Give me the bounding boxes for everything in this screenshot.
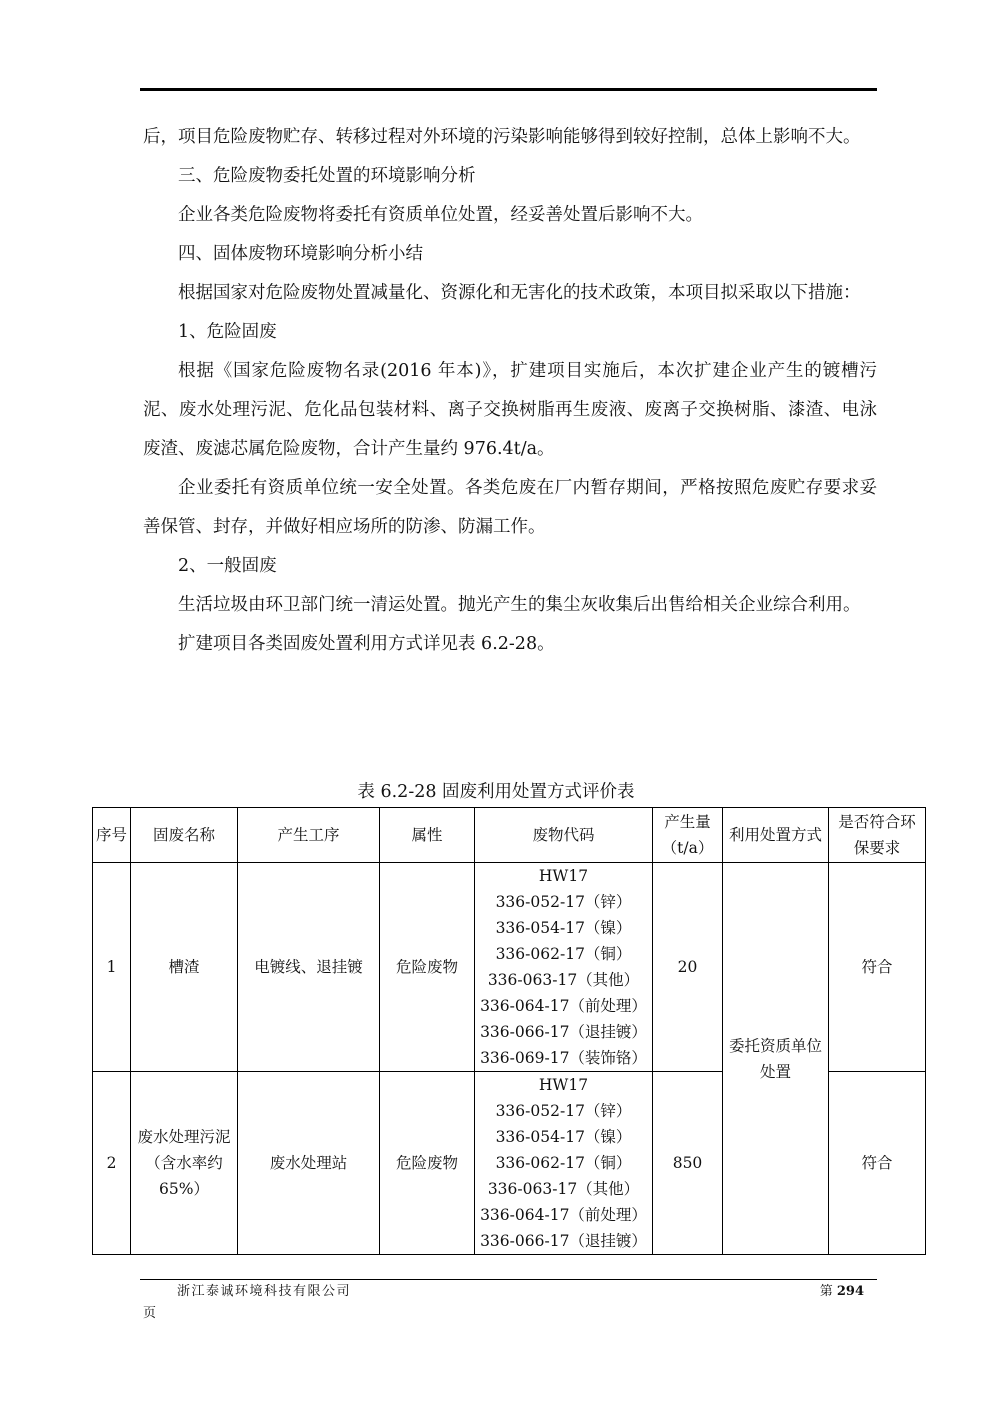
waste-code: 336-052-17（锌）: [495, 1102, 632, 1120]
waste-codes: [475, 863, 653, 1072]
waste-code: HW17: [538, 1076, 589, 1094]
table-caption: 表 6.2-28 固废利用处置方式评价表: [357, 782, 635, 802]
subheading-hazardous-waste: 1、危险固废: [178, 322, 277, 342]
waste-code: 336-052-17（锌）: [495, 893, 632, 911]
header-cell: 产生工序: [238, 808, 380, 863]
paragraph: 企业各类危险废物将委托有资质单位处置，经妥善处置后影响不大。: [178, 205, 703, 225]
compliance: 符合: [829, 1072, 926, 1255]
waste-code: 336-062-17（铜）: [495, 1154, 632, 1172]
paragraph: 扩建项目各类固废处置利用方式详见表 6.2-28。: [178, 634, 555, 654]
disposal-method: 委托资质单位处置: [723, 863, 829, 1255]
paragraph: 根据国家对危险废物处置减量化、资源化和无害化的技术政策，本项目拟采取以下措施：: [178, 283, 861, 303]
waste-code: 336-064-17（前处理）: [480, 997, 647, 1015]
paragraph: 根据《国家危险废物名录(2016 年本)》，扩建项目实施后，本次扩建企业产生的镀槽污泥、废水处理污泥、危化品包装材料、离子交换树脂再生废液、废离子交换树脂、漆渣、电泳废渣、废滤芯属危险废物，合计产生量约 976.4t/a。: [143, 361, 877, 459]
section-heading-3: 三、危险废物委托处置的环境影响分析: [178, 166, 476, 186]
paragraph: 企业委托有资质单位统一安全处置。各类危废在厂内暂存期间，严格按照危废贮存要求妥善保管、封存，并做好相应场所的防渗、防漏工作。: [143, 478, 877, 537]
attribute: 危险废物: [380, 1072, 475, 1255]
header-cell: 固废名称: [131, 808, 238, 863]
amount: 20: [653, 863, 723, 1072]
amount: 850: [653, 1072, 723, 1255]
waste-code: 336-063-17（其他）: [487, 971, 640, 989]
waste-code: 336-054-17（镍）: [495, 1128, 632, 1146]
page-prefix: 第: [819, 1284, 833, 1299]
attribute: 危险废物: [380, 863, 475, 1072]
waste-code: 336-064-17（前处理）: [480, 1206, 647, 1224]
waste-name: 槽渣: [131, 863, 238, 1072]
process: 电镀线、退挂镀: [238, 863, 380, 1072]
table-header-row: [93, 808, 926, 863]
waste-code: 336-066-17（退挂镀）: [480, 1232, 647, 1250]
footer-company: 浙江泰诚环境科技有限公司: [177, 1284, 352, 1299]
waste-name: 废水处理污泥（含水率约 65%）: [131, 1072, 238, 1255]
row-number: 2: [93, 1072, 131, 1255]
compliance: 符合: [829, 863, 926, 1072]
subheading-general-waste: 2、一般固废: [178, 556, 277, 576]
footer-page-suffix: 页: [143, 1306, 157, 1321]
waste-code: 336-063-17（其他）: [487, 1180, 640, 1198]
process: 废水处理站: [238, 1072, 380, 1255]
paragraph: 后，项目危险废物贮存、转移过程对外环境的污染影响能够得到较好控制，总体上影响不大。: [143, 127, 861, 147]
waste-code: 336-062-17（铜）: [495, 945, 632, 963]
section-heading-4: 四、固体废物环境影响分析小结: [178, 244, 423, 264]
waste-code: HW17: [538, 867, 589, 885]
waste-codes: [475, 1072, 653, 1255]
waste-code: 336-054-17（镍）: [495, 919, 632, 937]
header-rule: [140, 88, 877, 91]
footer-page-number: [820, 1282, 864, 1302]
waste-code: 336-069-17（装饰铬）: [480, 1049, 647, 1067]
waste-code: 336-066-17（退挂镀）: [480, 1023, 647, 1041]
header-cell: 序号: [93, 808, 131, 863]
footer-rule: [140, 1279, 877, 1280]
header-cell: 产生量（t/a）: [653, 808, 723, 863]
table-row: [93, 863, 926, 1072]
body-text: [143, 118, 877, 664]
page-number: 294: [836, 1284, 864, 1299]
header-cell: 是否符合环保要求: [829, 808, 926, 863]
paragraph: 生活垃圾由环卫部门统一清运处置。抛光产生的集尘灰收集后出售给相关企业综合利用。: [178, 595, 861, 615]
header-cell: 废物代码: [475, 808, 653, 863]
header-cell: 属性: [380, 808, 475, 863]
header-cell: 利用处置方式: [723, 808, 829, 863]
waste-disposal-table: [92, 807, 926, 1255]
row-number: 1: [93, 863, 131, 1072]
